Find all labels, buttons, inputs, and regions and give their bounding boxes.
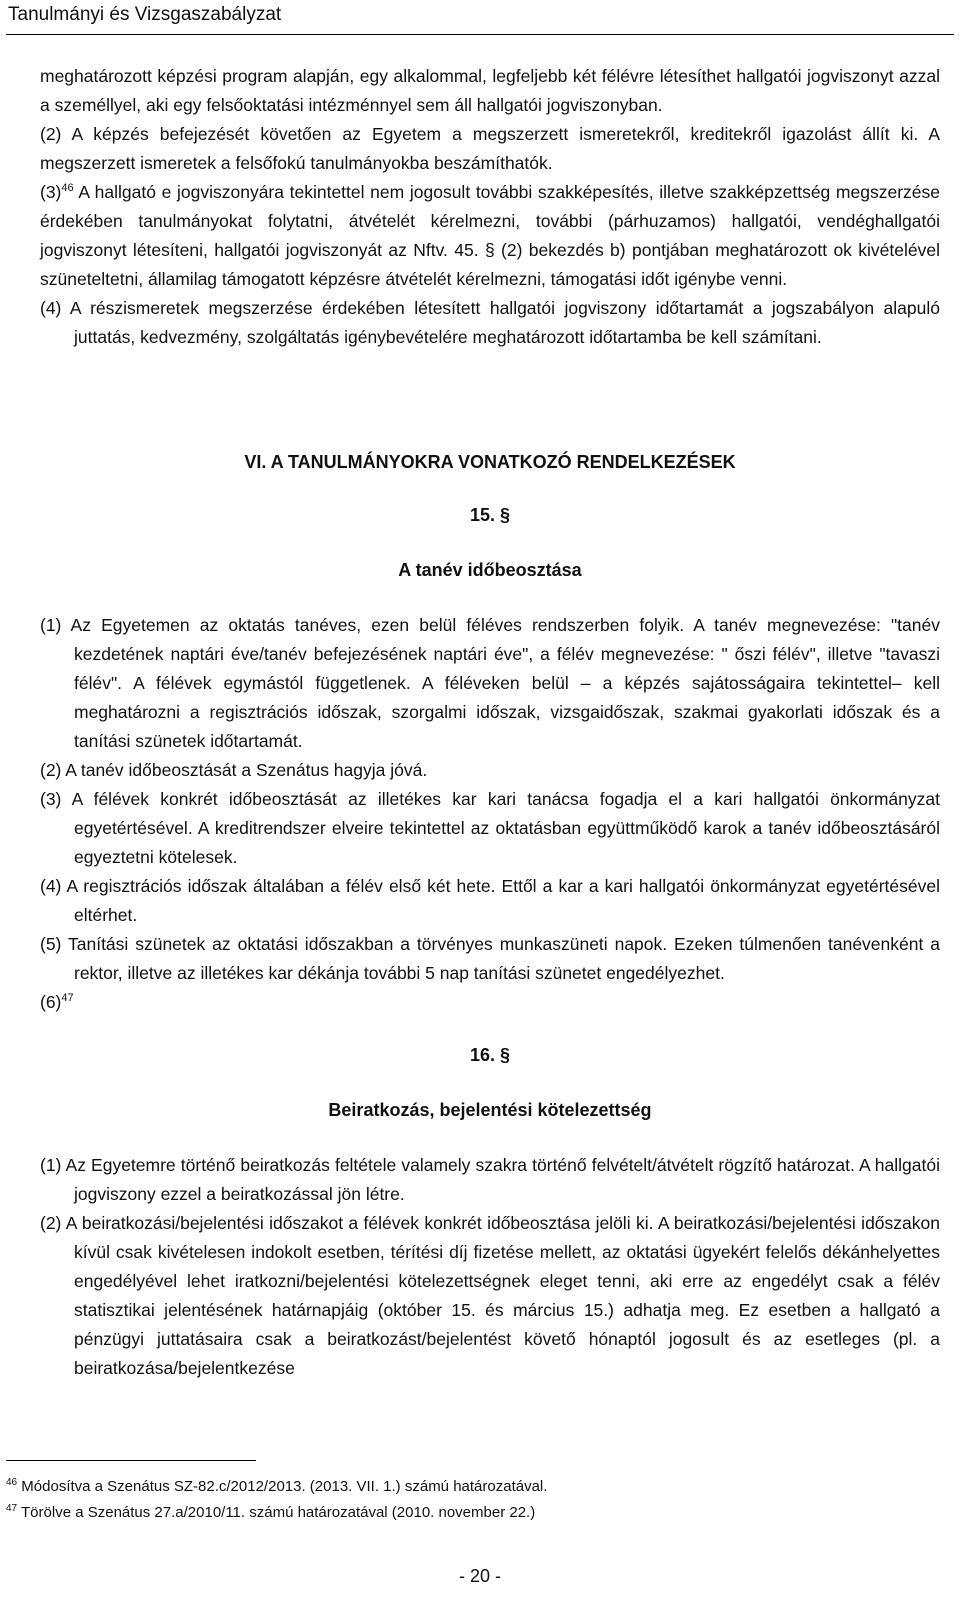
section-16-number: 16. § (469, 1045, 511, 1065)
page-number: - 20 - (458, 1566, 501, 1586)
footnote-47 (6, 1500, 940, 1526)
footnote-text: Módosítva a Szenátus SZ-82.c/2012/2013. (2013. VII. 1.) számú határozatával. (17, 1478, 548, 1495)
section-16-list (40, 1151, 940, 1383)
footnote-mark: 47 (6, 1503, 18, 1514)
list-item: (2) A beiratkozási/bejelentési időszakot a félévek konkrét időbeosztása jelöli ki. A beiratkozási/bejelentési időszakon kívül csak kivételesen indokolt esetben, térítési díj fizetése mellett, az oktatási ügyekért felelős dékánhelyettes engedélyével lehet iratkozni/bejelentési kötelezettségnek eleget tenni, aki erre az engedélyt csak a félév statisztikai jelentésének határnapjáig (október 15. és március 15.) adhatja meg. Ez esetben a hallgató a pénzügyi juttatásaira csak a beiratkozást/bejelentést követő hónaptól jogosult és az esetleges (pl. a beiratkozása/bejelentkezése (40, 1213, 940, 1378)
list-item: (1) Az Egyetemen az oktatás tanéves, ezen belül féléves rendszerben folyik. A tanév megnevezése: "tanév kezdetének naptári éve/tanév befejezésének naptári éve", a félév megnevezése: " őszi félév", illetve "tavaszi félév". A félévek egymástól függetlenek. A féléveken belül – a képzés sajátosságaira tekintettel– kell meghatározni a regisztrációs időszak, szorgalmi időszak, vizsgaidőszak, szakmai gyakorlati időszak és a tanítási szünetek időtartamát. (40, 615, 940, 751)
section-sign-link[interactable]: § (484, 240, 495, 260)
intro-paragraph: meghatározott képzési program alapján, egy alkalommal, legfeljebb két félévre létesíthet hallgatói jogviszonyt azzal a személlyel, aki egy felsőoktatási intézménnyel sem áll hallgatói jogviszonyban. (40, 66, 940, 115)
page-content (40, 62, 940, 1383)
chapter-heading: VI. A TANULMÁNYOKRA VONATKOZÓ RENDELKEZÉSEK (244, 452, 736, 472)
section-16-title: Beiratkozás, bejelentési kötelezettség (328, 1100, 652, 1120)
paragraph-3 (40, 178, 940, 294)
paragraph-2: (2) A képzés befejezését követően az Egyetem a megszerzett ismeretekről, kreditekről igazolást állít ki. A megszerzett ismeretek a felsőfokú tanulmányokba beszámíthatók. (40, 124, 940, 173)
document-title: Tanulmányi és Vizsgaszabályzat (8, 4, 282, 25)
list-item: (3) A félévek konkrét időbeosztását az illetékes kar kari tanácsa fogadja el a kari hallgatói önkormányzat egyetértésével. A kreditrendszer elveire tekintettel az oktatásban együttműködő karok a tanév időbeosztásáról egyeztetni kötelesek. (40, 789, 940, 867)
footnote-text: Törölve a Szenátus 27.a/2010/11. számú határozatával (2010. november 22.) (17, 1504, 536, 1521)
section-15-list (40, 611, 940, 1017)
paragraph-4: (4) A részismeretek megszerzése érdekében létesített hallgatói jogviszony időtartamát a jogszabályon alapuló juttatás, kedvezmény, szolgáltatás igénybevételére meghatározott időtartamba be kell számítani. (40, 298, 940, 347)
page-header (6, 0, 954, 35)
footnote-ref-46[interactable]: 46 (61, 182, 74, 194)
paragraph-3-lead: (3) (40, 182, 62, 202)
footnote-46 (6, 1474, 940, 1500)
section-15-number: 15. § (469, 505, 511, 525)
list-item: (4) A regisztrációs időszak általában a félév első két hete. Ettől a kar a kari hallgatói önkormányzat egyetértésével eltérhet. (40, 876, 940, 925)
footnotes (6, 1474, 940, 1526)
footnote-ref-47[interactable]: 47 (61, 992, 74, 1004)
section-15-title: A tanév időbeosztása (398, 560, 582, 580)
paragraph-3-text-b: (2) bekezdés b) pontjában meghatározott ok kivételével szüneteltetni, államilag támogatott képzésre átvételét kérelmezni, támogatási időt igénybe venni. (40, 240, 940, 289)
list-item: (2) A tanév időbeosztását a Szenátus hagyja jóvá. (40, 760, 428, 780)
list-item-6 (40, 988, 940, 1017)
paragraph-3-text-a: A hallgató e jogviszonyára tekintettel nem jogosult további szakképesítés, illetve szakképzettség megszerzése érdekében tanulmányokat folytatni, átvételét kérelmezni, további (párhuzamos) hallgatói, vendéghallgatói jogviszonyt létesíteni, hallgatói jogviszonyát az Nftv. 45. (40, 182, 940, 260)
list-item: (5) Tanítási szünetek az oktatási időszakban a törvényes munkaszüneti napok. Ezeken túlmenően tanévenként a rektor, illetve az illetékes kar dékánja további 5 nap tanítási szünetet engedélyezhet. (40, 934, 940, 983)
footnote-mark: 46 (6, 1477, 18, 1488)
footnote-divider (6, 1460, 256, 1461)
item-6-lead: (6) (40, 992, 62, 1012)
list-item: (1) Az Egyetemre történő beiratkozás feltétele valamely szakra történő felvételt/átvételt rögzítő határozat. A hallgatói jogviszony ezzel a beiratkozással jön létre. (40, 1155, 940, 1204)
